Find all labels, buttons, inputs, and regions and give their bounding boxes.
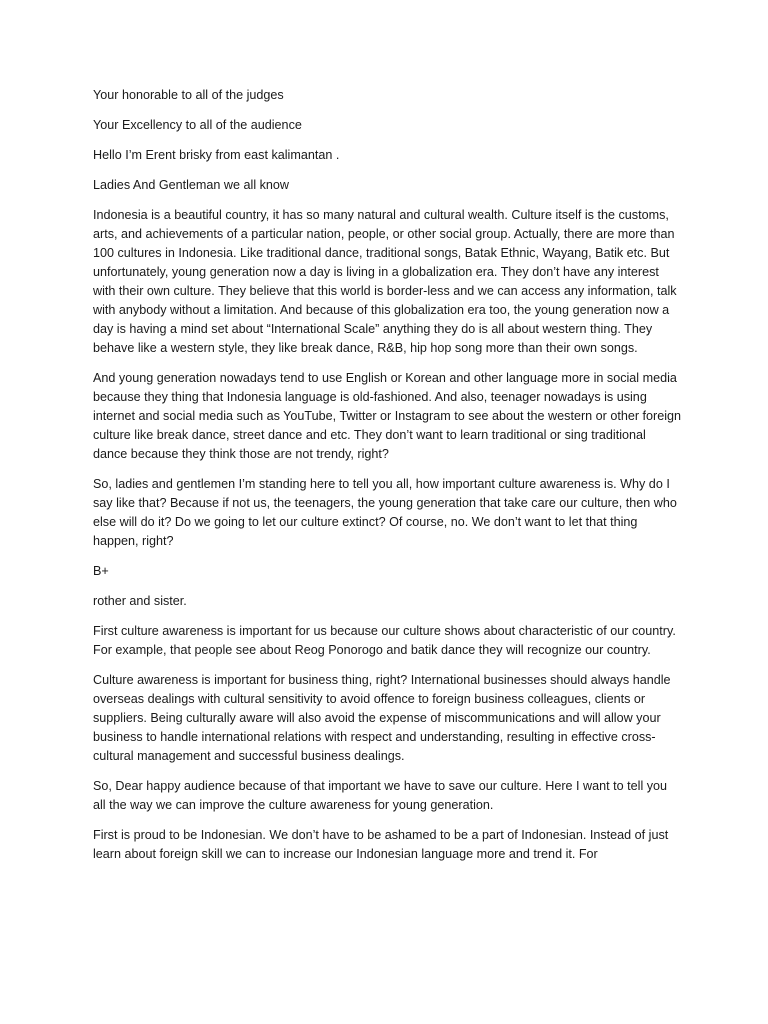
paragraph-fragment-b: B+: [93, 564, 109, 578]
paragraph-first-reason: First culture awareness is important for us because our culture shows about characteristic of our country. For example, that people see about Reog Ponorogo and batik dance they will recognize our country.: [93, 624, 676, 657]
paragraph-culture-awareness-importance: So, ladies and gentlemen I’m standing here to tell you all, how important culture awareness is. Why do I say like that? Because if not us, the teenagers, the young generation that take care our culture, then who else will do it? Do we going to let our culture extinct? Of course, no. We don’t want to let that thing happen, right?: [93, 477, 677, 548]
paragraph-greeting-audience: Your Excellency to all of the audience: [93, 118, 302, 132]
paragraph-save-culture: So, Dear happy audience because of that important we have to save our culture. Here I want to tell you all the way we can improve the culture awareness for young generation.: [93, 779, 668, 812]
speech-text: [93, 86, 683, 875]
paragraph-introduction: Hello I’m Erent brisky from east kalimantan .: [93, 148, 340, 162]
paragraph-young-generation-language: And young generation nowadays tend to use English or Korean and other language more in social media because they thing that Indonesia language is old-fashioned. And also, teenager nowadays is using internet and social media such as YouTube, Twitter or Instagram to see about the western or other foreign culture like break dance, street dance and etc. They don’t want to learn traditional or sing traditional dance because they think those are not trendy, right?: [93, 371, 682, 461]
paragraph-indonesia-culture: Indonesia is a beautiful country, it has so many natural and cultural wealth. Culture itself is the customs, arts, and achievements of a particular nation, people, or other social group. Actually, there are more than 100 cultures in Indonesia. Like traditional dance, traditional songs, Batak Ethnic, Wayang, Batik etc. But unfortunately, young generation now a day is living in a globalization era. They don’t have any interest with their own culture. They believe that this world is border-less and we can access any information, talk with anybody without a limitation. And because of this globalization era too, the young generation now a day is having a mind set about “International Scale” anything they do is all about western thing. They behave like a western style, they like break dance, R&B, hip hop song more than their own songs.: [93, 208, 677, 355]
paragraph-fragment-brother: rother and sister.: [93, 594, 187, 608]
paragraph-proud-indonesian: First is proud to be Indonesian. We don’t have to be ashamed to be a part of Indonesian. Instead of just learn about foreign skill we can to increase our Indonesian language more and trend it. For: [93, 828, 669, 861]
paragraph-opening: Ladies And Gentleman we all know: [93, 178, 290, 192]
paragraph-business-reason: Culture awareness is important for business thing, right? International businesses should always handle overseas dealings with cultural sensitivity to avoid offence to foreign business colleagues, clients or suppliers. Being culturally aware will also avoid the expense of miscommunications and will allow your business to handle international relations with respect and understanding, resulting in effective cross-cultural management and successful business dealings.: [93, 673, 671, 763]
paragraph-greeting-judges: Your honorable to all of the judges: [93, 88, 284, 102]
